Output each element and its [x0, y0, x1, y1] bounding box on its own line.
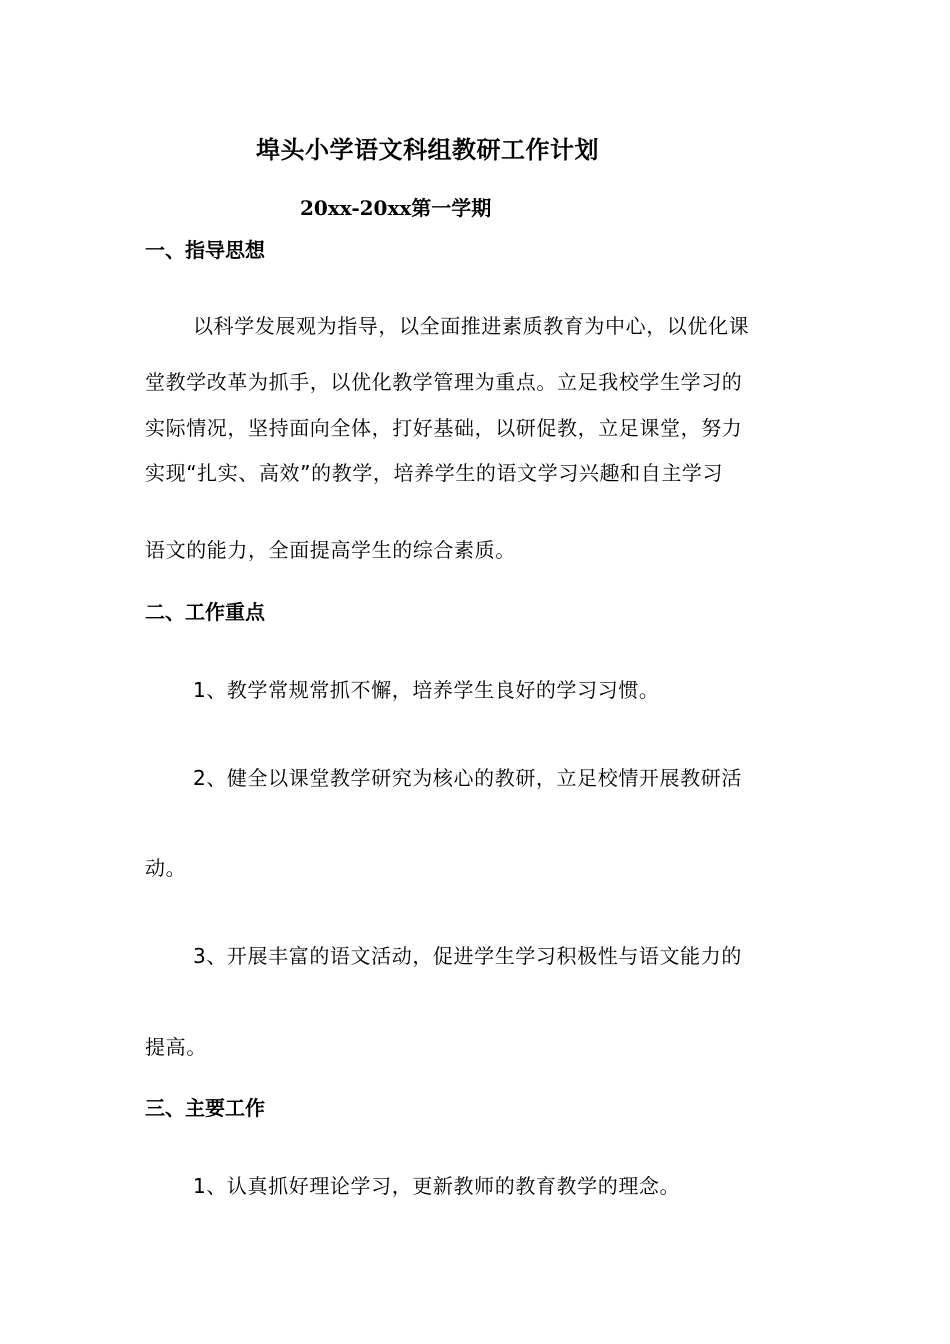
section-heading-work-focus: 二、工作重点 — [145, 600, 265, 624]
paragraph-line: 实现“扎实、高效”的教学，培养学生的语文学习兴趣和自主学习 — [145, 461, 724, 485]
list-item: 2、健全以课堂教学研究为核心的教研，立足校情开展教研活 — [193, 766, 742, 790]
list-item: 1、教学常规常抓不懈，培养学生良好的学习习惯。 — [193, 678, 660, 702]
paragraph-line: 实际情况，坚持面向全体，打好基础，以研促教，立足课堂，努力 — [145, 416, 743, 440]
document-title: 埠头小学语文科组教研工作计划 — [256, 136, 599, 164]
section-heading-guiding-ideology: 一、指导思想 — [145, 238, 265, 262]
list-item-continuation: 动。 — [145, 856, 187, 880]
list-item: 3、开展丰富的语文活动，促进学生学习积极性与语文能力的 — [193, 944, 742, 968]
list-item-continuation: 提高。 — [145, 1035, 207, 1059]
paragraph-line: 以科学发展观为指导，以全面推进素质教育为中心，以优化课 — [193, 314, 750, 338]
paragraph-line: 语文的能力，全面提高学生的综合素质。 — [145, 538, 516, 562]
section-heading-main-work: 三、主要工作 — [145, 1096, 265, 1120]
paragraph-line: 堂教学改革为抓手，以优化教学管理为重点。立足我校学生学习的 — [145, 370, 743, 394]
document-subtitle: 20xx-20xx第一学期 — [300, 196, 492, 220]
list-item: 1、认真抓好理论学习，更新教师的教育教学的理念。 — [193, 1174, 681, 1198]
